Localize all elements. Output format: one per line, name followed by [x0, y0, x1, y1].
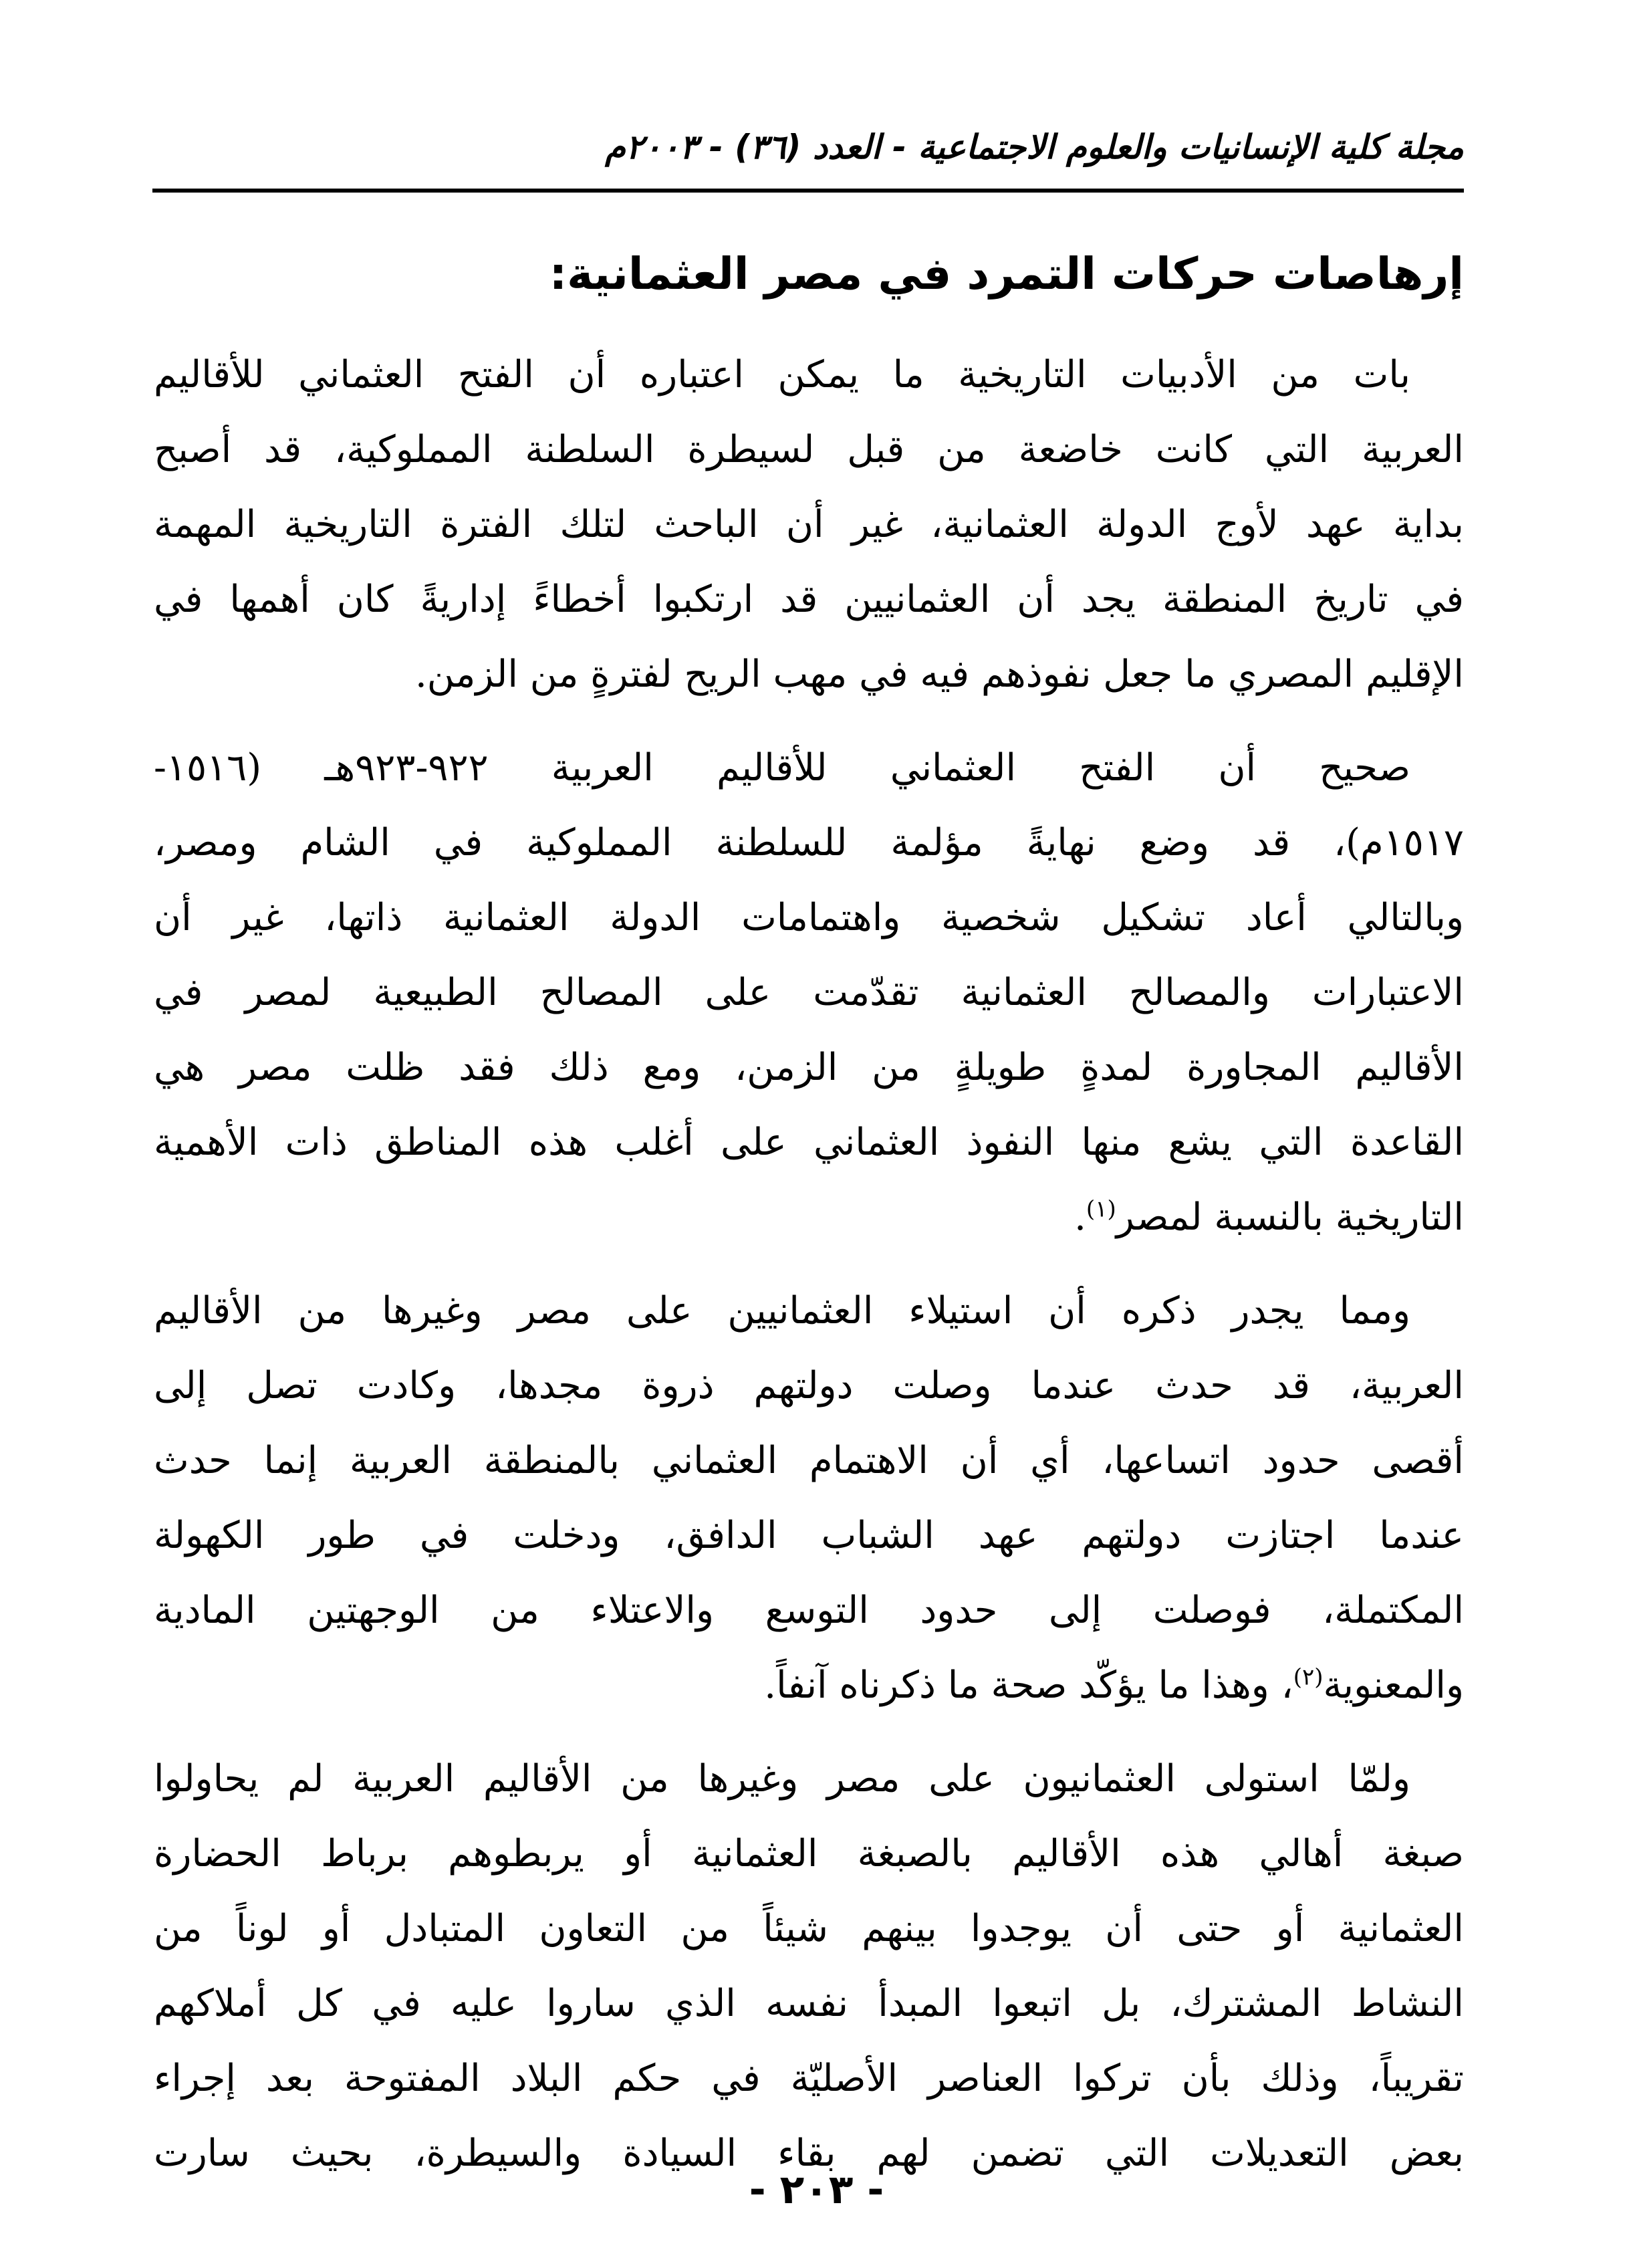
journal-header [154, 120, 1464, 174]
text-line: بات من الأدبيات التاريخية ما يمكن اعتباره أن الفتح العثماني للأقاليم [154, 353, 1410, 396]
text-line: ومما يجدر ذكره أن استيلاء العثمانيين على مصر وغيرها من الأقاليم [154, 1289, 1410, 1333]
paragraph [154, 1742, 1464, 2191]
text-line: بعض التعديلات التي تضمن لهم بقاء السيادة والسيطرة، بحيث سارت [154, 2132, 1464, 2175]
article-body [154, 338, 1464, 2210]
text-fragment: والمعنوية [1323, 1664, 1464, 1707]
page-number: - ٢٠٣ - [749, 2166, 884, 2213]
text-line: العثمانية أو حتى أن يوجدوا بينهم شيئاً من التعاون المتبادل أو لوناً من [154, 1907, 1464, 1950]
text-line [154, 1180, 1464, 1255]
text-fragment: . [1074, 1196, 1086, 1239]
text-fragment: ، وهذا ما يؤكّد صحة ما ذكرناه آنفاً. [764, 1664, 1293, 1707]
text-line: بداية عهد لأوج الدولة العثمانية، غير أن الباحث لتلك الفترة التاريخية المهمة [154, 503, 1464, 546]
text-line: القاعدة التي يشع منها النفوذ العثماني على أغلب هذه المناطق ذات الأهمية [154, 1121, 1464, 1164]
journal-title: مجلة كلية الإنسانيات والعلوم الاجتماعية - العدد (٣٦) - ٢٠٠٣م [605, 128, 1464, 166]
paragraph [154, 1274, 1464, 1723]
text-line: في تاريخ المنطقة يجد أن العثمانيين قد ارتكبوا أخطاءً إداريةً كان أهمها في [154, 578, 1464, 621]
header-divider [152, 189, 1464, 193]
text-line: الاعتبارات والمصالح العثمانية تقدّمت على المصالح الطبيعية لمصر في [154, 971, 1464, 1014]
text-line: ولمّا استولى العثمانيون على مصر وغيرها من الأقاليم العربية لم يحاولوا [154, 1757, 1410, 1801]
text-line [154, 1648, 1464, 1723]
text-line: العربية، قد حدث عندما وصلت دولتهم ذروة مجدها، وكادت تصل إلى [154, 1364, 1464, 1407]
footnote-marker: (٢) [1293, 1664, 1324, 1691]
text-line: ١٥١٧م)، قد وضع نهايةً مؤلمة للسلطنة المملوكية في الشام ومصر، [154, 821, 1464, 865]
text-line: عندما اجتازت دولتهم عهد الشباب الدافق، ودخلت في طور الكهولة [154, 1514, 1464, 1557]
text-line: تقريباً، وذلك بأن تركوا العناصر الأصليّة في حكم البلاد المفتوحة بعد إجراء [154, 2057, 1464, 2100]
text-line: النشاط المشترك، بل اتبعوا المبدأ نفسه الذي ساروا عليه في كل أملاكهم [154, 1982, 1464, 2025]
section-title: إرهاصات حركات التمرد في مصر العثمانية: [549, 248, 1464, 300]
text-line: صحيح أن الفتح العثماني للأقاليم العربية ٩٢٢-٩٢٣هـ (١٥١٦- [154, 746, 1410, 790]
text-line: العربية التي كانت خاضعة من قبل لسيطرة السلطنة المملوكية، قد أصبح [154, 428, 1464, 471]
paragraph [154, 731, 1464, 1255]
text-line: وبالتالي أعاد تشكيل شخصية واهتمامات الدولة العثمانية ذاتها، غير أن [154, 896, 1464, 939]
text-line: أقصى حدود اتساعها، أي أن الاهتمام العثماني بالمنطقة العربية إنما حدث [154, 1439, 1464, 1482]
text-line: صبغة أهالي هذه الأقاليم بالصبغة العثمانية أو يربطوهم برباط الحضارة [154, 1832, 1465, 1876]
footnote-marker: (١) [1086, 1196, 1116, 1223]
text-fragment: التاريخية بالنسبة لمصر [1116, 1196, 1464, 1239]
text-line: الأقاليم المجاورة لمدةٍ طويلةٍ من الزمن، ومع ذلك فقد ظلت مصر هي [154, 1046, 1464, 1089]
text-line: الإقليم المصري ما جعل نفوذهم فيه في مهب الريح لفترةٍ من الزمن. [414, 653, 1464, 696]
text-line: المكتملة، فوصلت إلى حدود التوسع والاعتلاء من الوجهتين المادية [154, 1589, 1464, 1632]
paragraph [154, 338, 1464, 712]
